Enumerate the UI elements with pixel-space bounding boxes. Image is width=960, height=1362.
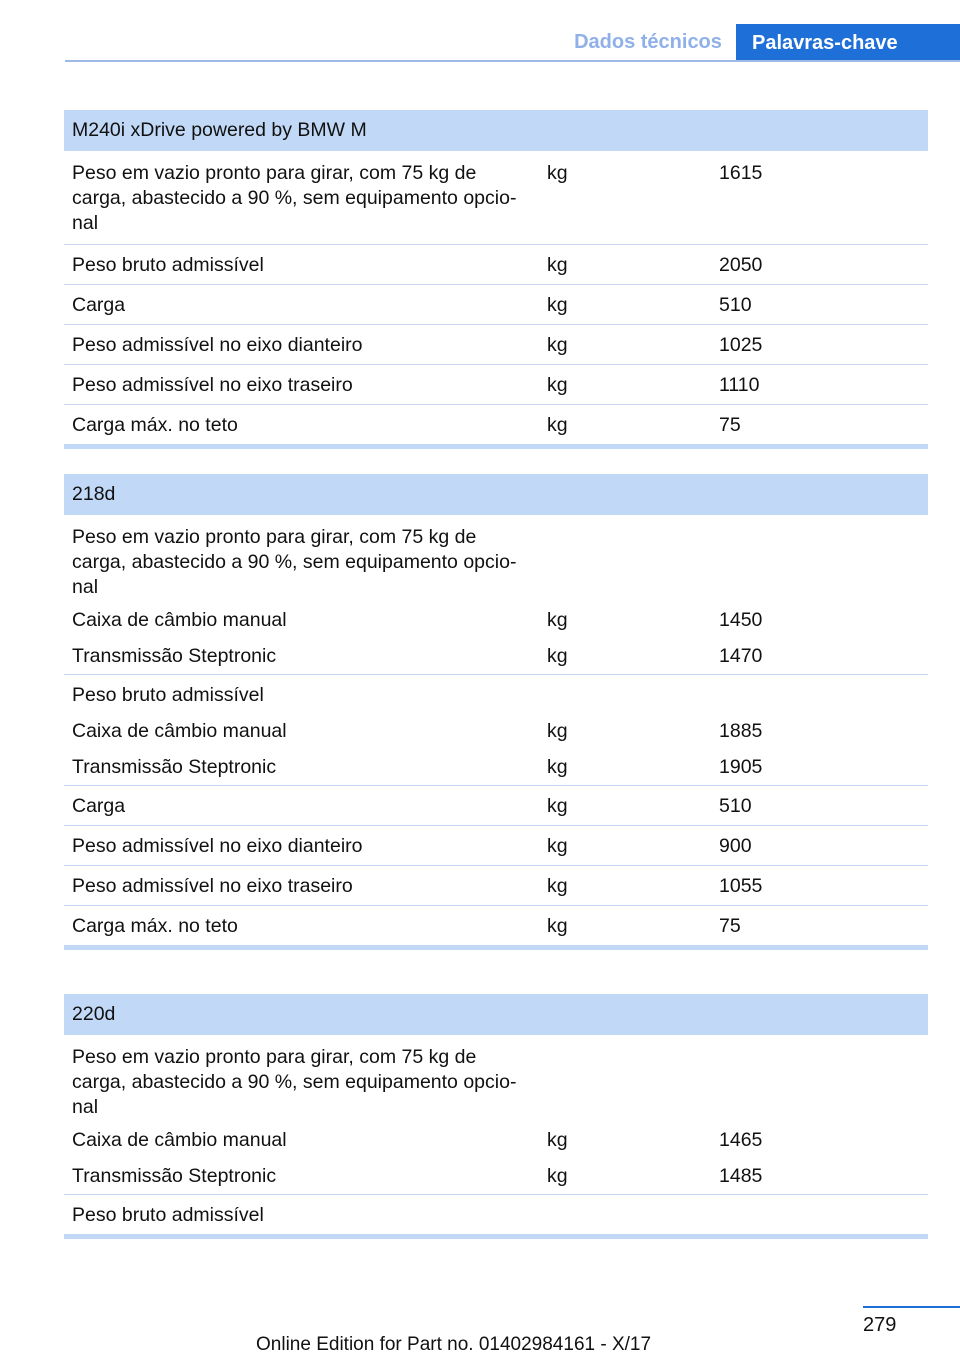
row-unit bbox=[539, 525, 711, 600]
table-end-bar bbox=[64, 945, 928, 950]
row-label: Peso em vazio pronto para girar, com 75 kg de carga, abastecido a 90 %, sem equipamento opcio-nal bbox=[72, 526, 517, 598]
row-value: 1615 bbox=[719, 162, 763, 184]
table-row bbox=[64, 713, 928, 749]
row-label: Transmissão Steptronic bbox=[72, 756, 277, 778]
edition-note: Online Edition for Part no. 01402984161 - X/17 bbox=[256, 1334, 652, 1355]
table-row bbox=[64, 365, 928, 405]
table-header bbox=[64, 110, 928, 151]
table-row bbox=[64, 866, 928, 906]
table-header bbox=[64, 994, 928, 1035]
table-row bbox=[64, 1122, 928, 1158]
row-unit: kg bbox=[547, 645, 568, 667]
row-label: Peso bruto admissível bbox=[72, 684, 264, 706]
row-value: 1110 bbox=[719, 374, 760, 396]
row-label: Peso admissível no eixo dianteiro bbox=[72, 334, 363, 356]
table-row bbox=[64, 1195, 928, 1234]
row-value: 1055 bbox=[719, 875, 763, 897]
row-unit: kg bbox=[547, 795, 568, 817]
row-value: 1470 bbox=[719, 645, 763, 667]
table-row bbox=[64, 638, 928, 675]
header-divider bbox=[65, 60, 960, 62]
table-title: 218d bbox=[72, 483, 116, 505]
row-label: Caixa de câmbio manual bbox=[72, 720, 287, 742]
row-unit: kg bbox=[547, 609, 568, 631]
table-row bbox=[64, 602, 928, 638]
row-label: Peso em vazio pronto para girar, com 75 kg de carga, abastecido a 90 %, sem equipamento opcio-nal bbox=[72, 162, 517, 234]
row-value: 75 bbox=[719, 414, 741, 436]
row-unit: kg bbox=[547, 414, 568, 436]
row-value: 1025 bbox=[719, 334, 763, 356]
row-value: 1905 bbox=[719, 756, 763, 778]
table-row bbox=[64, 749, 928, 786]
row-unit bbox=[539, 683, 711, 708]
row-label: Caixa de câmbio manual bbox=[72, 1129, 287, 1151]
row-unit: kg bbox=[547, 374, 568, 396]
page-number: 279 bbox=[863, 1314, 897, 1336]
row-unit: kg bbox=[547, 1165, 568, 1187]
row-unit bbox=[539, 1045, 711, 1120]
table-row bbox=[64, 285, 928, 325]
page-header bbox=[0, 0, 960, 62]
table-row bbox=[64, 515, 928, 602]
footer-divider bbox=[863, 1306, 960, 1308]
row-unit: kg bbox=[547, 254, 568, 276]
table-row bbox=[64, 405, 928, 444]
row-unit: kg bbox=[547, 915, 568, 937]
row-unit: kg bbox=[547, 875, 568, 897]
row-value bbox=[711, 525, 928, 600]
row-value: 1485 bbox=[719, 1165, 763, 1187]
row-unit bbox=[539, 1203, 711, 1228]
row-label: Carga máx. no teto bbox=[72, 414, 238, 436]
table-title: M240i xDrive powered by BMW M bbox=[72, 119, 367, 141]
table-row bbox=[64, 151, 928, 245]
row-value: 510 bbox=[719, 795, 752, 817]
table-row bbox=[64, 826, 928, 866]
row-label: Transmissão Steptronic bbox=[72, 1165, 277, 1187]
tab-dados-tecnicos[interactable]: Dados técnicos bbox=[574, 31, 722, 53]
row-label: Peso em vazio pronto para girar, com 75 kg de carga, abastecido a 90 %, sem equipamento opcio-nal bbox=[72, 1046, 517, 1118]
table-title: 220d bbox=[72, 1003, 116, 1025]
table-row bbox=[64, 245, 928, 285]
table-row bbox=[64, 906, 928, 945]
row-label: Peso admissível no eixo traseiro bbox=[72, 875, 353, 897]
table-row bbox=[64, 786, 928, 826]
row-value: 900 bbox=[719, 835, 752, 857]
row-label: Carga bbox=[72, 795, 126, 817]
row-label: Peso bruto admissível bbox=[72, 254, 264, 276]
row-value: 75 bbox=[719, 915, 741, 937]
tab-palavras-chave[interactable]: Palavras-chave bbox=[736, 24, 960, 62]
row-label: Caixa de câmbio manual bbox=[72, 609, 287, 631]
spec-table-218d bbox=[64, 474, 928, 950]
row-value: 2050 bbox=[719, 254, 763, 276]
table-row bbox=[64, 675, 928, 713]
row-value: 1450 bbox=[719, 609, 763, 631]
row-value: 510 bbox=[719, 294, 752, 316]
row-value bbox=[711, 1045, 928, 1120]
table-end-bar bbox=[64, 444, 928, 449]
table-row bbox=[64, 1035, 928, 1122]
row-label: Peso bruto admissível bbox=[72, 1204, 264, 1226]
table-row bbox=[64, 1158, 928, 1195]
spec-table-220d bbox=[64, 994, 928, 1239]
row-unit: kg bbox=[547, 756, 568, 778]
row-unit: kg bbox=[547, 835, 568, 857]
table-header bbox=[64, 474, 928, 515]
table-row bbox=[64, 325, 928, 365]
table-end-bar bbox=[64, 1234, 928, 1239]
row-value bbox=[711, 1203, 928, 1228]
row-label: Peso admissível no eixo traseiro bbox=[72, 374, 353, 396]
spec-table-m240i bbox=[64, 110, 928, 449]
row-unit: kg bbox=[547, 294, 568, 316]
row-value: 1465 bbox=[719, 1129, 763, 1151]
row-label: Carga bbox=[72, 294, 126, 316]
row-unit: kg bbox=[547, 162, 568, 184]
row-label: Transmissão Steptronic bbox=[72, 645, 277, 667]
row-value: 1885 bbox=[719, 720, 763, 742]
row-label: Carga máx. no teto bbox=[72, 915, 238, 937]
row-value bbox=[711, 683, 928, 708]
row-unit: kg bbox=[547, 334, 568, 356]
row-unit: kg bbox=[547, 720, 568, 742]
row-label: Peso admissível no eixo dianteiro bbox=[72, 835, 363, 857]
row-unit: kg bbox=[547, 1129, 568, 1151]
